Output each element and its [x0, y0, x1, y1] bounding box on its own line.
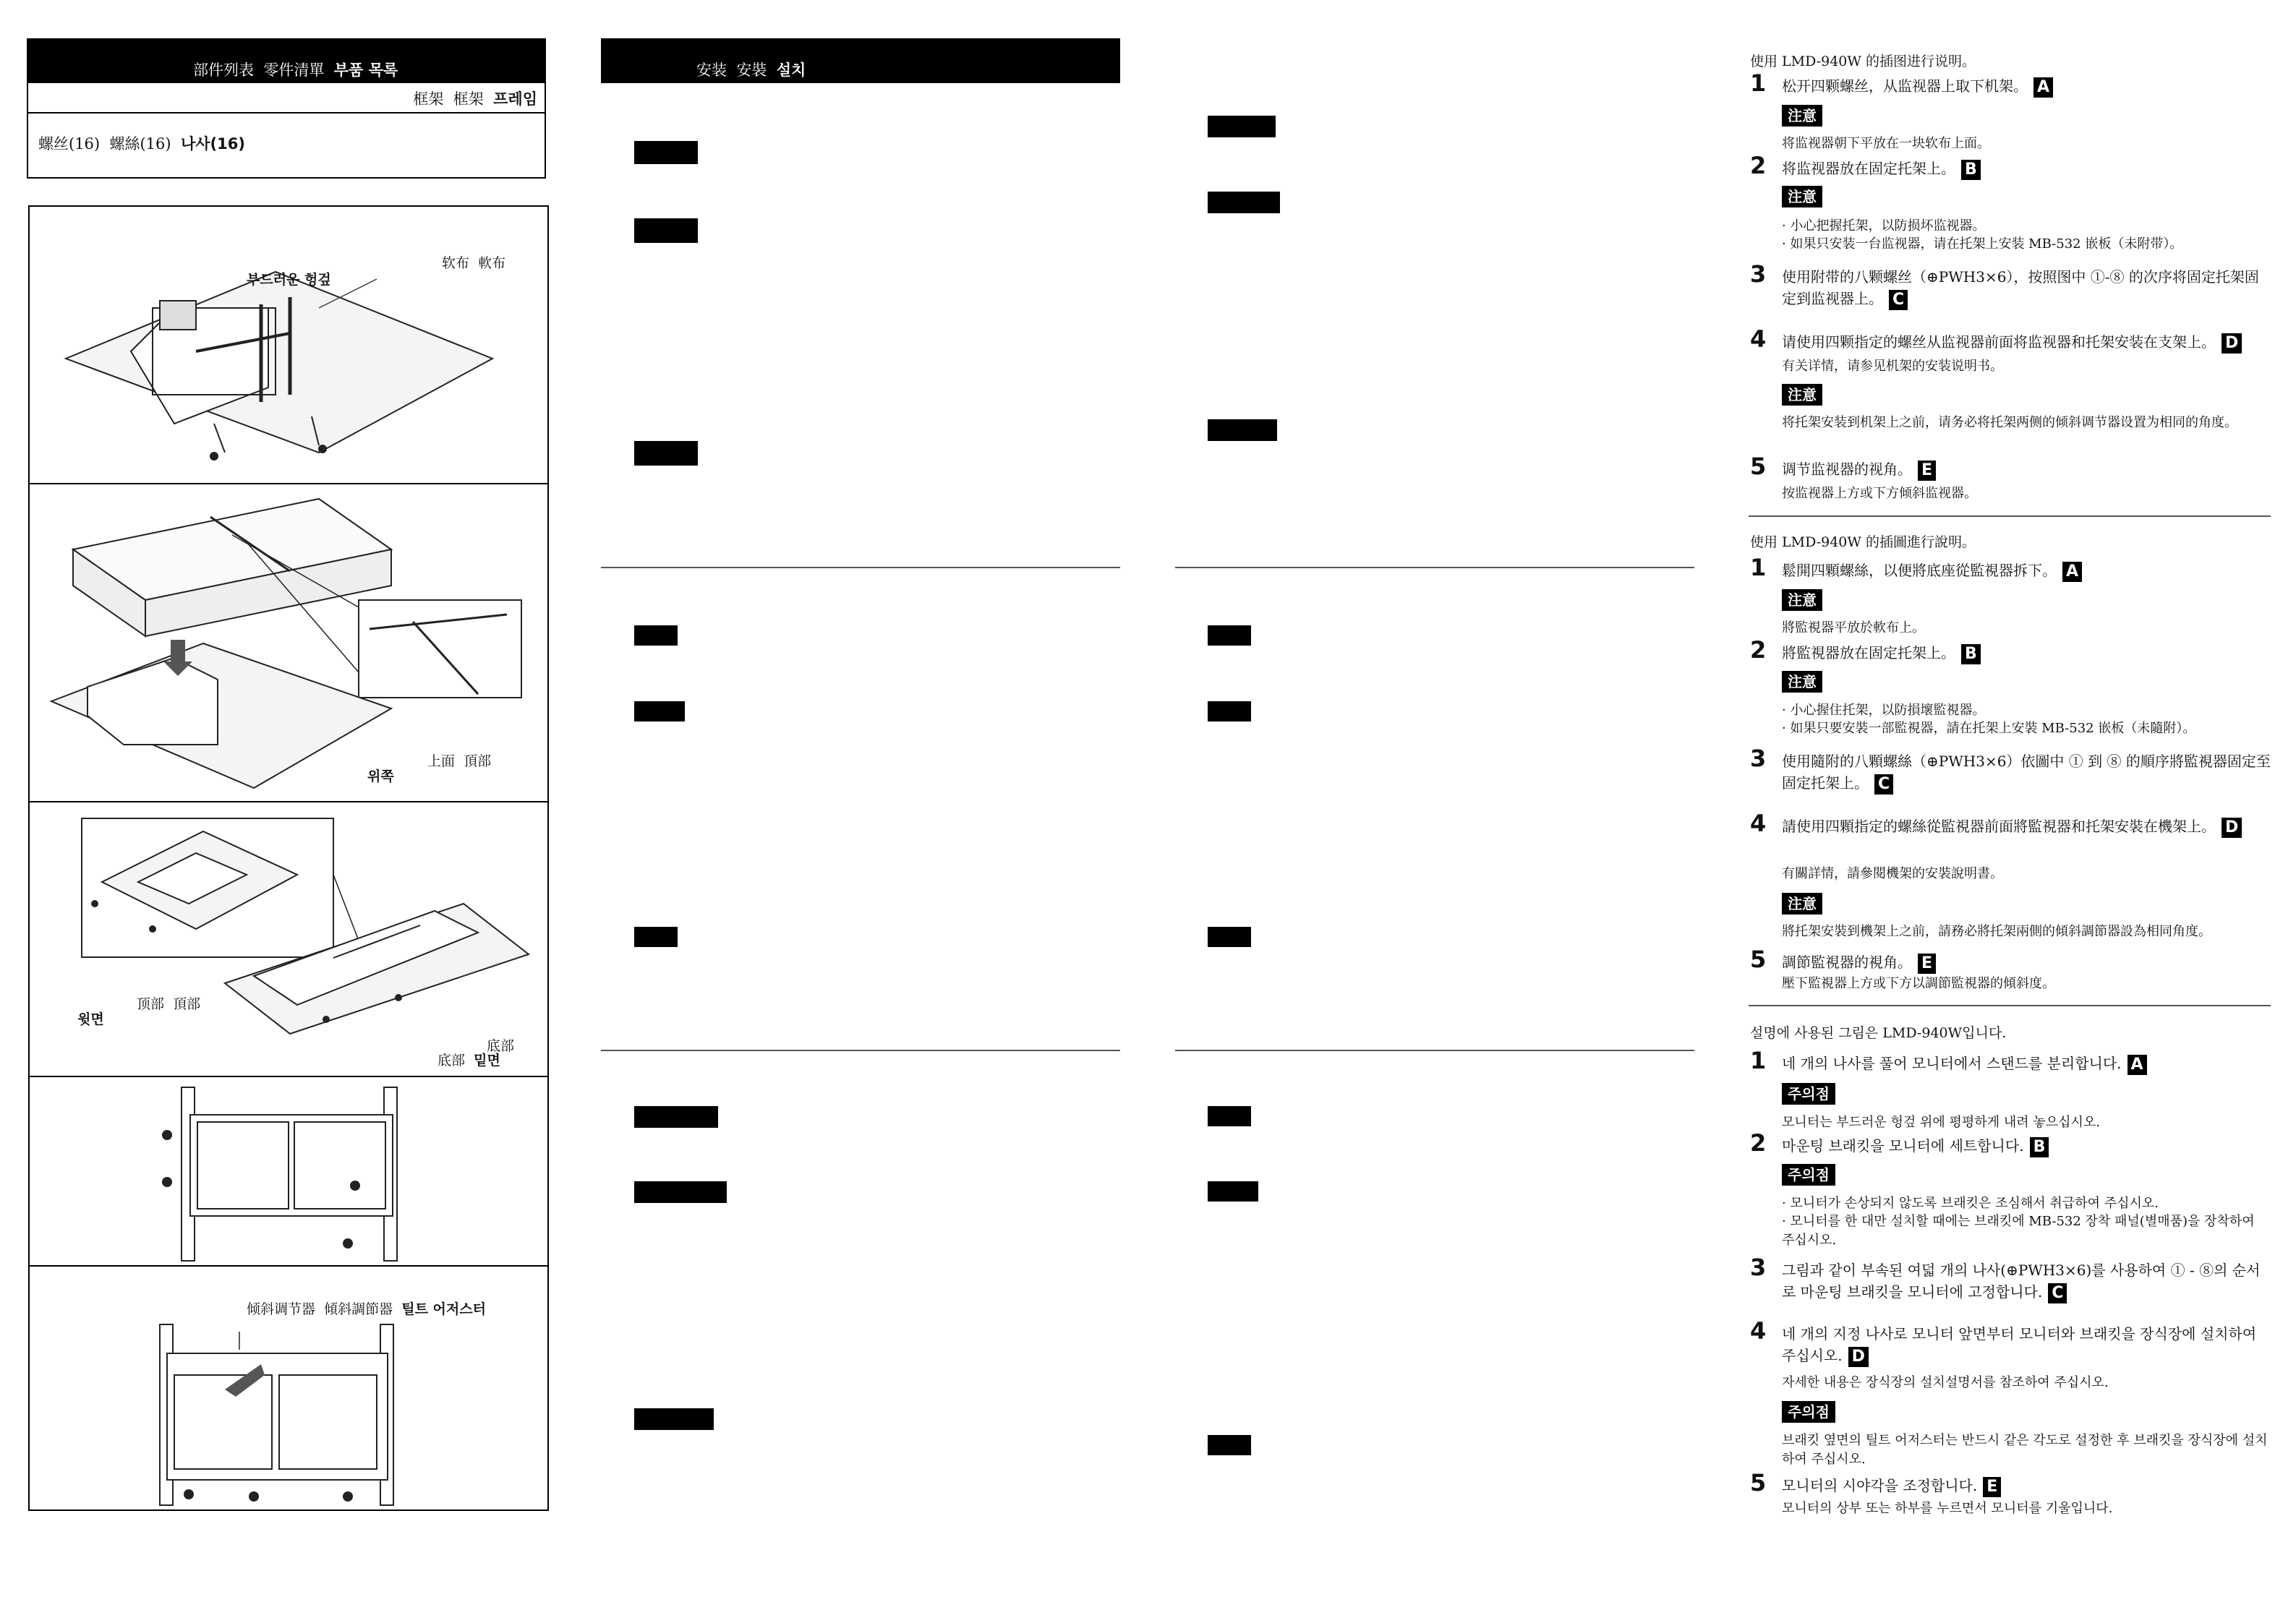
kr-note-1-label: 주의점: [1782, 1083, 1835, 1105]
tw-note-4-label: 注意: [1782, 893, 1822, 915]
cn-step-2-num: 2: [1750, 152, 1767, 179]
redacted-block: [1208, 625, 1251, 646]
figure-a-drawing: [30, 207, 547, 484]
kr-step-1: [1750, 1047, 2271, 1075]
figure-a: [30, 207, 547, 484]
frame-label-cn: 框架: [413, 90, 444, 108]
tw-step-1: [1750, 554, 2271, 582]
kr-note-1-text: 모니터는 부드러운 헝겊 위에 평평하게 내려 놓으십시오.: [1782, 1115, 2100, 1130]
tw-step-5-text: 調節監視器的視角。: [1782, 954, 1912, 971]
cn-step-1-badge: A: [2033, 77, 2053, 98]
tw-step-4-sub: 有關詳情，請參閱機架的安裝說明書。: [1782, 866, 2003, 881]
parts-title-tw: 零件清單: [263, 61, 325, 79]
install-title-tw: 安裝: [736, 61, 767, 79]
parts-list-table: [27, 83, 546, 179]
redacted-block: [1208, 1106, 1251, 1126]
cn-step-1-num: 1: [1750, 69, 1767, 97]
redacted-block: [634, 441, 698, 466]
top-label-cn: 上面: [427, 753, 456, 769]
redacted-block: [1208, 192, 1280, 213]
top2-label-cn: 顶部: [137, 996, 165, 1012]
figure-d: [30, 1077, 547, 1267]
redacted-block: [1208, 1435, 1251, 1455]
cn-step-5: [1750, 453, 2271, 481]
kr-step-2: [1750, 1129, 2271, 1157]
redacted-block: [1208, 927, 1251, 947]
tw-note-4-text: 將托架安裝到機架上之前，請務必將托架兩側的傾斜調節器設為相同角度。: [1782, 924, 2211, 939]
tw-step-4-text: 請使用四顆指定的螺絲從監視器前面將監視器和托架安裝在機架上。: [1782, 818, 2216, 835]
tw-step-1-num: 1: [1750, 554, 1767, 581]
cn-step-1-text: 松开四颗螺丝，从监视器上取下机架。: [1782, 77, 2028, 95]
top-label-tw: 頂部: [464, 753, 492, 769]
soft-cloth-label-cn: 软布: [442, 255, 470, 271]
tw-step-4: [1750, 810, 2271, 838]
redacted-block: [634, 701, 685, 721]
section-divider: [1749, 1005, 2271, 1006]
kr-step-4-text: 네 개의 지정 나사로 모니터 앞면부터 모니터와 브래킷을 장식장에 설치하여 주십시오.: [1782, 1325, 2257, 1364]
screw-label-tw: 螺絲(16): [109, 135, 171, 153]
illustration-panel: [28, 205, 549, 1511]
parts-list-header: [27, 38, 546, 83]
kr-step-2-badge: B: [2030, 1137, 2049, 1157]
section-divider: [601, 1050, 1120, 1051]
redacted-block: [634, 1106, 718, 1128]
redacted-block: [1208, 116, 1276, 137]
tw-step-2-num: 2: [1750, 636, 1767, 664]
cn-step-5-badge: E: [1918, 461, 1936, 481]
kr-step-3: [1750, 1254, 2271, 1303]
tw-note-2a-text: · 小心握住托架，以防損壞監視器。: [1782, 703, 1986, 718]
tw-step-5-num: 5: [1750, 946, 1767, 973]
redacted-block: [1208, 1181, 1258, 1202]
tw-note-2b-text: · 如果只要安裝一部監視器，請在托架上安裝 MB-532 嵌板（未隨附）。: [1782, 721, 2196, 736]
tw-step-1-badge: A: [2062, 562, 2082, 582]
kr-step-3-text: 그림과 같이 부속된 여덟 개의 나사(⊕PWH3×6)를 사용하여 ① - ⑧의 순서로 마운팅 브래킷을 모니터에 고정합니다.: [1782, 1262, 2261, 1301]
figure-b: [30, 484, 547, 802]
tw-step-2-badge: B: [1961, 644, 1981, 664]
cn-note-4-label: 注意: [1782, 384, 1822, 406]
tw-step-3-num: 3: [1750, 745, 1767, 772]
figure-e: [30, 1267, 547, 1509]
soft-cloth-label-tw: 軟布: [478, 255, 506, 271]
tw-step-5-badge: E: [1918, 954, 1936, 974]
cn-step-3-badge: C: [1889, 290, 1908, 310]
cn-step-4-text: 请使用四颗指定的螺丝从监视器前面将监视器和托架安装在支架上。: [1782, 333, 2216, 351]
cn-step-5-text: 调节监视器的视角。: [1782, 461, 1912, 478]
kr-note-2b-text: · 모니터를 한 대만 설치할 때에는 브래킷에 MB-532 장착 패널(별매품)을 장착하여 주십시오.: [1782, 1214, 2255, 1248]
tilt-label-cn: 倾斜调节器: [247, 1301, 316, 1317]
kr-step-5-num: 5: [1750, 1469, 1767, 1496]
cn-step-3: [1750, 260, 2271, 310]
kr-note-4-label: 주의점: [1782, 1401, 1835, 1423]
cn-note-1-text: 将监视器朝下平放在一块软布上面。: [1782, 136, 1990, 151]
cn-intro: 使用 LMD-940W 的插图进行说明。: [1750, 53, 1976, 69]
kr-step-5-text: 모니터의 시야각을 조정합니다.: [1782, 1477, 1978, 1494]
cn-note-4-text: 将托架安装到机架上之前，请务必将托架两侧的倾斜调节器设置为相同的角度。: [1782, 415, 2237, 430]
kr-step-1-num: 1: [1750, 1047, 1767, 1074]
tw-note-2-label: 注意: [1782, 671, 1822, 693]
screw-label-cn: 螺丝(16): [38, 135, 101, 153]
tw-intro: 使用 LMD-940W 的插圖進行說明。: [1750, 534, 1976, 550]
kr-note-2a-text: · 모니터가 손상되지 않도록 브래킷은 조심해서 취급하여 주십시오.: [1782, 1196, 2159, 1211]
tilt-label-tw: 傾斜調節器: [324, 1301, 393, 1317]
redacted-block: [1208, 701, 1251, 721]
cn-step-5-sub: 按监视器上方或下方倾斜监视器。: [1782, 486, 1977, 501]
parts-title-kr: 부품 목록: [333, 61, 398, 79]
kr-step-3-num: 3: [1750, 1254, 1767, 1281]
cn-note-2b-text: · 如果只安装一台监视器，请在托架上安装 MB-532 嵌板（未附带）。: [1782, 236, 2183, 252]
cn-note-2-label: 注意: [1782, 186, 1822, 207]
redacted-block: [634, 625, 678, 646]
cn-step-5-num: 5: [1750, 453, 1767, 480]
install-title-kr: 설치: [776, 61, 806, 79]
section-divider: [1175, 1050, 1694, 1051]
cn-step-3-text: 使用附带的八颗螺丝（⊕PWH3×6），按照图中 ①-⑧ 的次序将固定托架固定到监视器上。: [1782, 268, 2259, 307]
tw-step-3-badge: C: [1874, 774, 1893, 795]
cn-step-1: [1750, 69, 2271, 98]
cn-step-2-badge: B: [1961, 160, 1981, 180]
redacted-block: [634, 1408, 714, 1430]
install-header: [601, 38, 1120, 83]
redacted-block: [634, 218, 698, 243]
tw-note-1-label: 注意: [1782, 589, 1822, 611]
tilt-label-kr: 틸트 어저스터: [401, 1301, 486, 1317]
top-label-kr: 위쪽: [367, 768, 394, 784]
bottom-label-tw: 底部: [487, 1038, 515, 1054]
top2-label-tw: 頂部: [173, 996, 201, 1012]
cn-step-4-badge: D: [2222, 333, 2242, 354]
parts-title-cn: 部件列表: [193, 61, 254, 79]
bottom-label-cn: 底部: [438, 1053, 466, 1069]
kr-step-2-num: 2: [1750, 1129, 1767, 1157]
figure-c: [30, 802, 547, 1077]
figure-d-drawing: [30, 1077, 547, 1267]
tw-step-5: [1750, 946, 2271, 974]
screw-label-kr: 나사(16): [180, 135, 245, 153]
tw-step-1-text: 鬆開四顆螺絲，以便將底座從監視器拆下。: [1782, 562, 2057, 579]
tw-step-4-num: 4: [1750, 810, 1767, 837]
frame-label-tw: 框架: [453, 90, 484, 108]
kr-step-5: [1750, 1469, 2271, 1497]
redacted-block: [1208, 419, 1277, 441]
kr-step-1-badge: A: [2128, 1055, 2147, 1075]
frame-label-kr: 프레임: [493, 90, 537, 108]
redacted-block: [634, 1181, 727, 1203]
tw-step-2: [1750, 636, 2271, 664]
kr-step-4-num: 4: [1750, 1317, 1767, 1345]
tw-step-4-badge: D: [2222, 818, 2242, 838]
tw-step-2-text: 將監視器放在固定托架上。: [1782, 644, 1955, 661]
cn-step-2: [1750, 152, 2271, 180]
tw-step-3: [1750, 745, 2271, 795]
redacted-block: [634, 927, 678, 947]
kr-step-4: [1750, 1317, 2271, 1367]
cn-step-4-sub: 有关详情，请参见机架的安装说明书。: [1782, 359, 2003, 374]
kr-intro: 설명에 사용된 그림은 LMD-940W입니다.: [1750, 1025, 2007, 1041]
kr-step-1-text: 네 개의 나사를 풀어 모니터에서 스탠드를 분리합니다.: [1782, 1055, 2122, 1072]
tw-note-1-text: 將監視器平放於軟布上。: [1782, 620, 1925, 635]
tw-step-3-text: 使用隨附的八顆螺絲（⊕PWH3×6）依圖中 ① 到 ⑧ 的順序將監視器固定至固定托架上。: [1782, 753, 2271, 792]
cn-step-2-text: 将监视器放在固定托架上。: [1782, 160, 1955, 177]
bottom-label-kr: 밑면: [474, 1053, 500, 1069]
cn-note-1-label: 注意: [1782, 105, 1822, 127]
figure-c-drawing: [30, 802, 547, 1077]
cn-step-4: [1750, 325, 2271, 354]
kr-step-2-text: 마운팅 브래킷을 모니터에 세트합니다.: [1782, 1137, 2024, 1155]
kr-step-4-badge: D: [1848, 1347, 1869, 1367]
kr-step-4-sub: 자세한 내용은 장식장의 설치설명서를 참조하여 주십시오.: [1782, 1375, 2109, 1390]
kr-note-2-label: 주의점: [1782, 1164, 1835, 1186]
section-divider: [1749, 515, 2271, 517]
kr-step-3-badge: C: [2048, 1283, 2067, 1303]
soft-cloth-label-kr: 부드러운 헝겊: [247, 272, 331, 288]
cn-note-2a-text: · 小心把握托架，以防损坏监视器。: [1782, 218, 1986, 234]
section-divider: [1175, 567, 1694, 568]
top2-label-kr: 윗면: [77, 1011, 104, 1027]
tw-step-5-sub: 壓下監視器上方或下方以調節監視器的傾斜度。: [1782, 976, 2055, 991]
kr-step-5-badge: E: [1983, 1477, 2001, 1497]
redacted-block: [634, 141, 698, 164]
kr-step-5-sub: 모니터의 상부 또는 하부를 누르면서 모니터를 기울입니다.: [1782, 1501, 2113, 1516]
cn-step-3-num: 3: [1750, 260, 1767, 288]
install-title-cn: 安装: [696, 61, 727, 79]
cn-step-4-num: 4: [1750, 325, 1767, 353]
kr-note-4-text: 브래킷 옆면의 틸트 어저스터는 반드시 같은 각도로 설정한 후 브래킷을 장식장에 설치하여 주십시오.: [1782, 1433, 2268, 1467]
section-divider: [601, 567, 1120, 568]
